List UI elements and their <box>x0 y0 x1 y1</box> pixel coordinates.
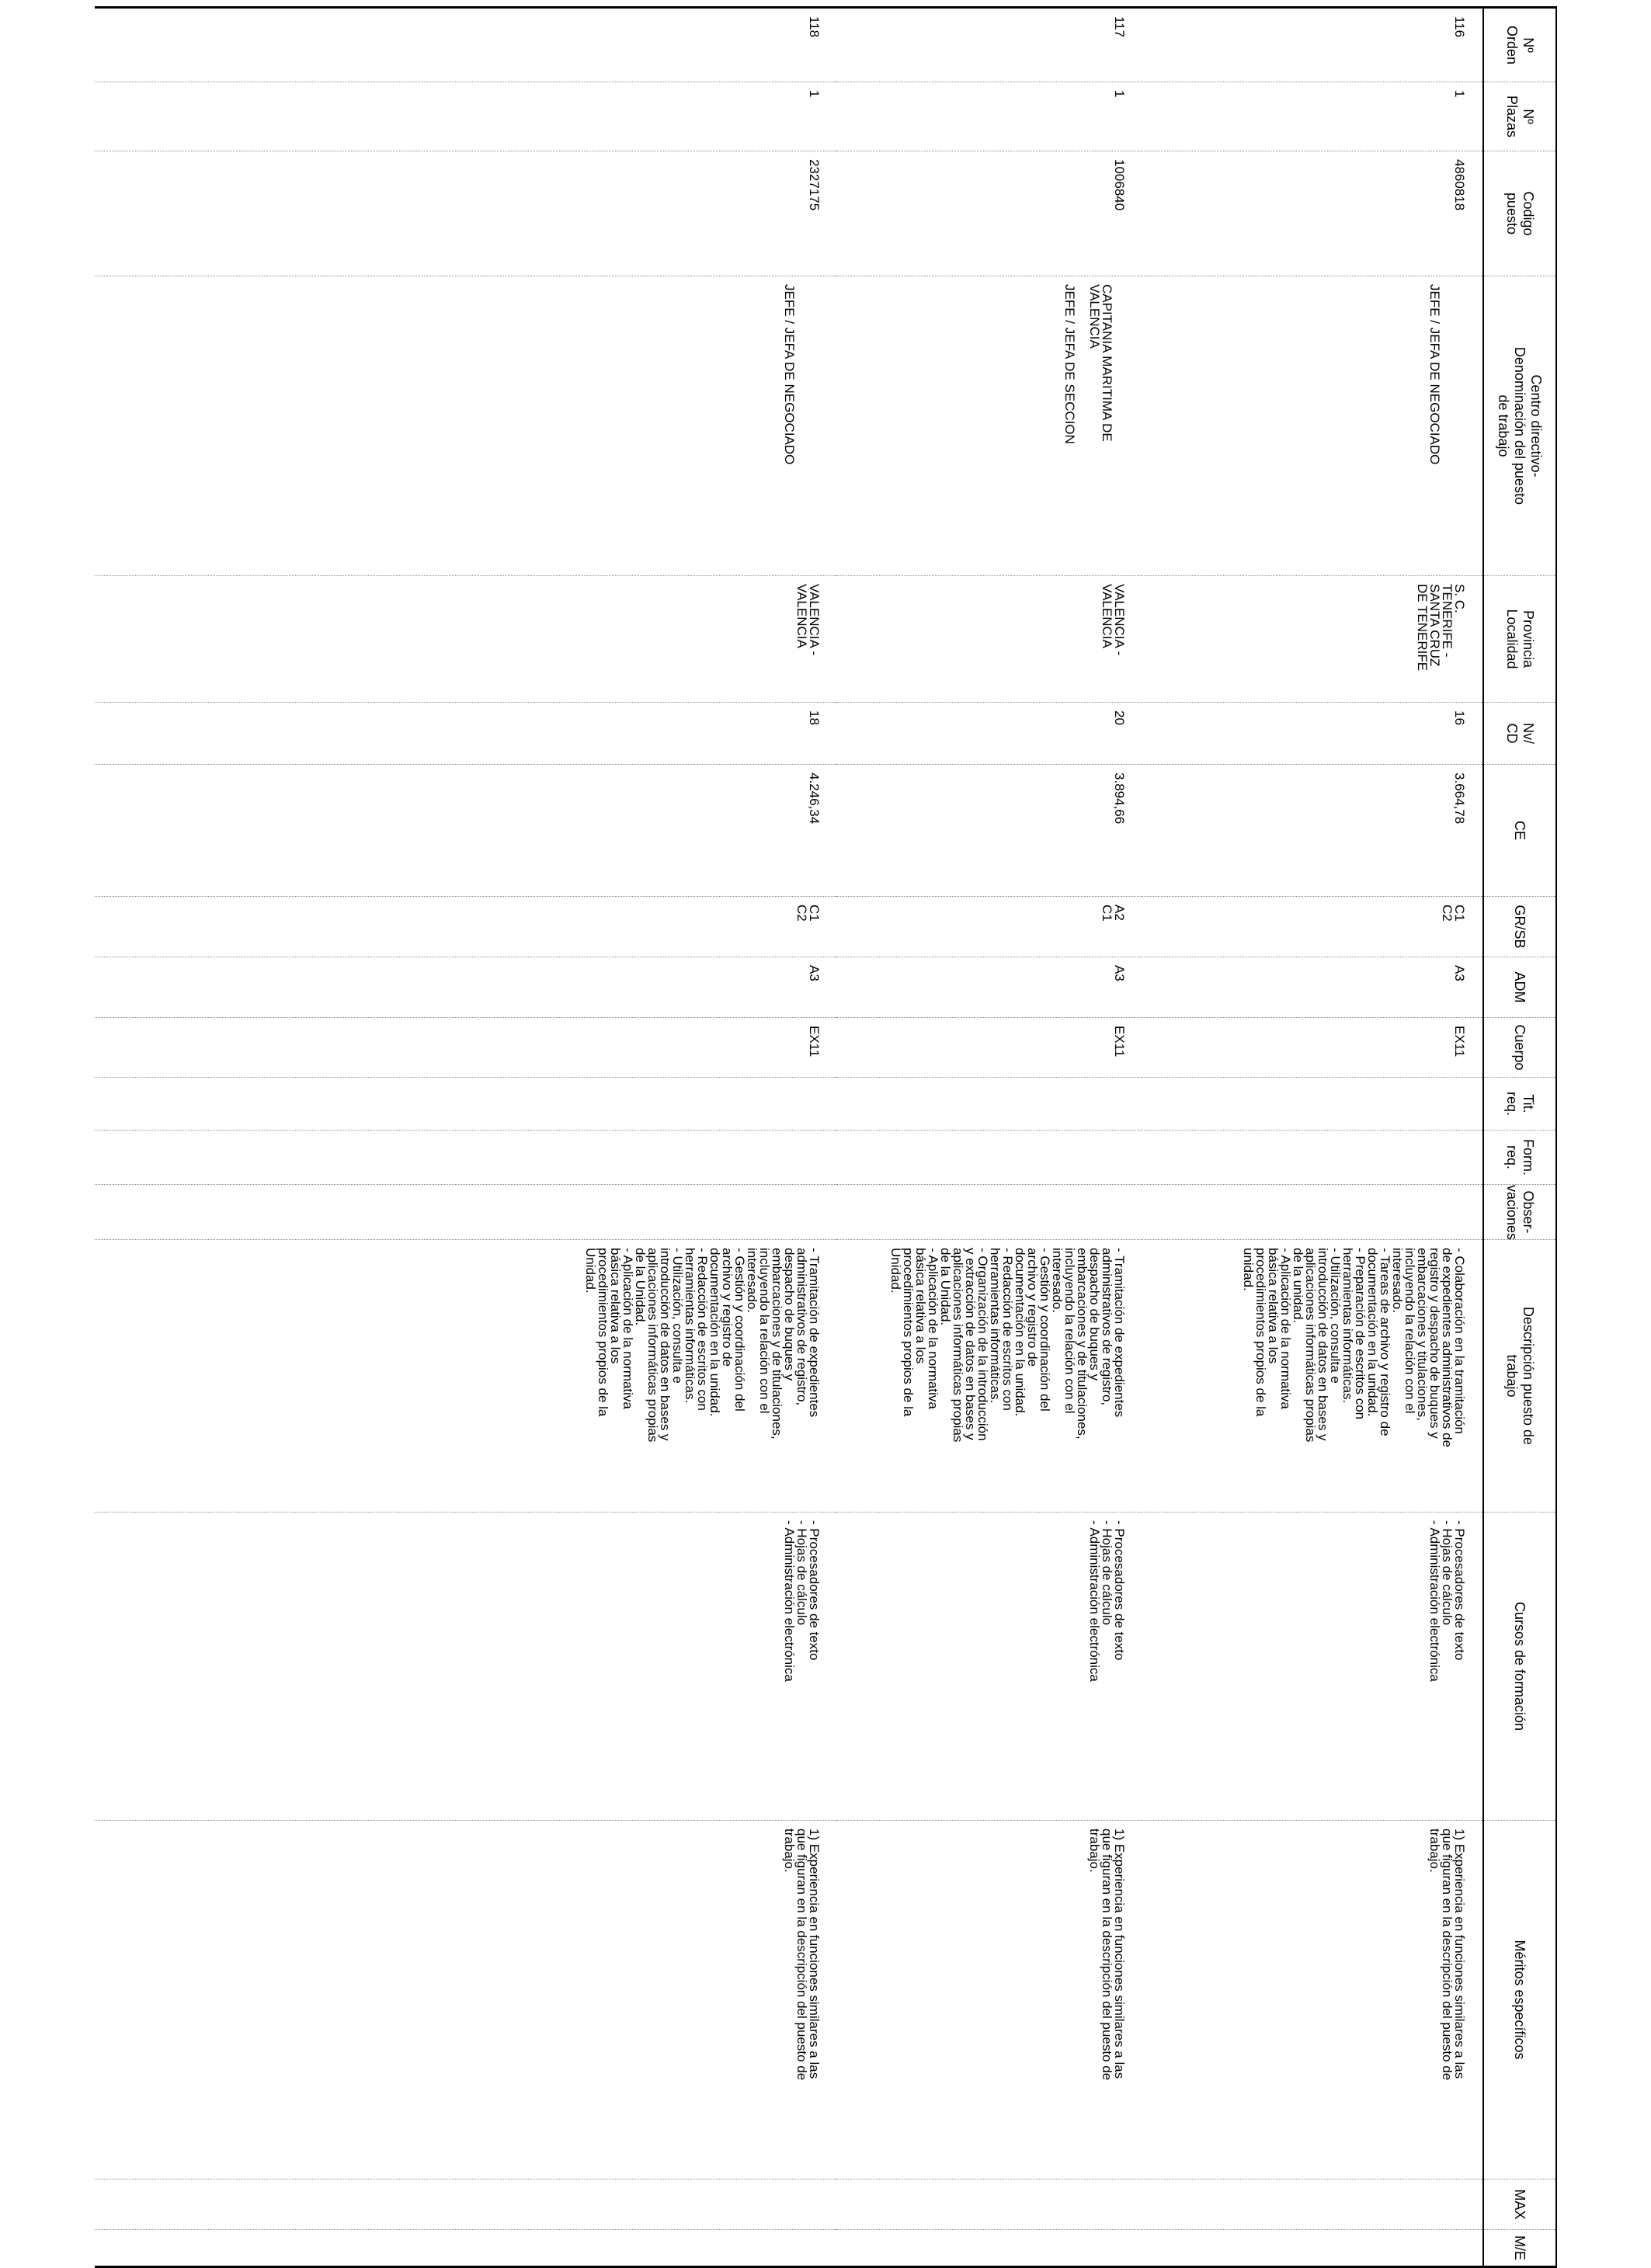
cell-nivel: 16 <box>1142 703 1483 765</box>
cell-observaciones <box>837 1185 1142 1240</box>
cell-formacion <box>1142 1131 1483 1185</box>
header-observaciones: Obser- vaciones <box>1483 1185 1556 1240</box>
header-centro: Centro directivo- Denominación del puesto de trabajo <box>1483 276 1556 576</box>
cell-cursos: - Procesadores de texto - Hojas de cálculo - Administración electrónica <box>95 1513 837 1821</box>
header-codigo: Codigo puesto <box>1483 151 1556 276</box>
cell-me <box>837 2230 1142 2267</box>
cell-titulacion <box>1142 1078 1483 1131</box>
cell-plazas: 1 <box>95 82 837 151</box>
cell-cursos: - Procesadores de texto - Hojas de cálculo - Administración electrónica <box>1142 1513 1483 1821</box>
cell-nivel: 20 <box>837 703 1142 765</box>
header-provincia: Provincia Localidad <box>1483 576 1556 703</box>
header-descripcion: Descripción puesto de trabajo <box>1483 1240 1556 1513</box>
cell-observaciones <box>95 1185 837 1240</box>
header-plazas: Nº Plazas <box>1483 82 1556 151</box>
header-me: M/E <box>1483 2230 1556 2267</box>
cell-centro <box>837 276 1142 576</box>
header-formacion: Form. req. <box>1483 1131 1556 1185</box>
cell-nivel: 18 <box>95 703 837 765</box>
cell-meritos: 1) Experiencia en funciones similares a las que figuran en la descripción del puesto de trabajo. <box>95 1821 837 2179</box>
cell-ce: 4.246,34 <box>95 765 837 897</box>
cell-meritos: 1) Experiencia en funciones similares a las que figuran en la descripción del puesto de trabajo. <box>837 1821 1142 2179</box>
cell-max <box>837 2179 1142 2230</box>
cell-adm: A3 <box>95 957 837 1018</box>
cell-grupo: C1 C2 <box>95 897 837 957</box>
cell-observaciones <box>1142 1185 1483 1240</box>
table-row <box>1142 8 1483 2267</box>
denominacion-puesto: JEFE / JEFA DE NEGOCIADO <box>782 284 797 465</box>
cell-cuerpo: EX11 <box>837 1018 1142 1078</box>
cell-codigo: 4860818 <box>1142 151 1483 276</box>
table-row <box>95 8 837 2267</box>
header-orden: Nº Orden <box>1483 8 1556 82</box>
cell-cuerpo: EX11 <box>95 1018 837 1078</box>
cell-max <box>95 2179 837 2230</box>
cell-me <box>95 2230 837 2267</box>
cell-orden: 118 <box>95 8 837 82</box>
cell-ce: 3.894,66 <box>837 765 1142 897</box>
cell-titulacion <box>95 1078 837 1131</box>
header-ce: CE <box>1483 765 1556 897</box>
header-adm: ADM <box>1483 957 1556 1018</box>
cell-descripcion: - Tramitación de expedientes administrativos de registro, despacho de buques y embarcaciones y de titulaciones, incluyendo la relación con el interesado. - Gestión y coordinación del archivo y registro de documentación en la unidad. - Redacción de escritos con herramientas informáticas. - Organización de la introducción y extracción de datos en bases y aplicaciones informáticas propias de la Unidad. - Aplicación de la normativa básica relativa a los procedimientos propios de la Unidad. <box>837 1240 1142 1513</box>
centro-directivo: CAPITANIA MARITIMA DE VALENCIA <box>1087 284 1114 442</box>
denominacion-puesto: JEFE / JEFA DE SECCION <box>1062 284 1077 444</box>
cell-descripcion: - Tramitación de expedientes administrativos de registro, despacho de buques y embarcaciones y de titulaciones, incluyendo la relación con el interesado. - Gestión y coordinación del archivo y registro de documentación en la unidad. - Redacción de escritos con herramientas informáticas. - Utilización, consulta e introducción de datos en bases y aplicaciones informáticas propias de la Unidad. - Aplicación de la normativa básica relativa a los procedimientos propios de la Unidad. <box>95 1240 837 1513</box>
rotated-page <box>76 6 1557 2260</box>
cell-provincia: VALENCIA - VALENCIA <box>95 576 837 703</box>
cell-plazas: 1 <box>1142 82 1483 151</box>
cell-adm: A3 <box>1142 957 1483 1018</box>
header-max: MAX <box>1483 2179 1556 2230</box>
cell-cuerpo: EX11 <box>1142 1018 1483 1078</box>
cell-orden: 117 <box>837 8 1142 82</box>
cell-max <box>1142 2179 1483 2230</box>
header-grupo: GR/SB <box>1483 897 1556 957</box>
header-meritos: Méritos específicos <box>1483 1821 1556 2179</box>
cell-me <box>1142 2230 1483 2267</box>
cell-provincia: S. C. TENERIFE - SANTA CRUZ DE TENERIFE <box>1142 576 1483 703</box>
cell-meritos: 1) Experiencia en funciones similares a las que figuran en la descripción del puesto de trabajo. <box>1142 1821 1483 2179</box>
cell-grupo: C1 C2 <box>1142 897 1483 957</box>
cell-plazas: 1 <box>837 82 1142 151</box>
header-row <box>1483 8 1556 2267</box>
header-cuerpo: Cuerpo <box>1483 1018 1556 1078</box>
cell-centro <box>95 276 837 576</box>
cell-adm: A3 <box>837 957 1142 1018</box>
header-nivel: Nv/ CD <box>1483 703 1556 765</box>
cell-grupo: A2 C1 <box>837 897 1142 957</box>
table-row <box>837 8 1142 2267</box>
cell-formacion <box>837 1131 1142 1185</box>
cell-titulacion <box>837 1078 1142 1131</box>
cell-codigo: 1006840 <box>837 151 1142 276</box>
cell-provincia: VALENCIA - VALENCIA <box>837 576 1142 703</box>
cell-ce: 3.664,78 <box>1142 765 1483 897</box>
cell-centro <box>1142 276 1483 576</box>
job-positions-table <box>95 6 1557 2268</box>
header-cursos: Cursos de formación <box>1483 1513 1556 1821</box>
cell-codigo: 2327175 <box>95 151 837 276</box>
denominacion-puesto: JEFE / JEFA DE NEGOCIADO <box>1427 284 1442 465</box>
cell-cursos: - Procesadores de texto - Hojas de cálculo - Administración electrónica <box>837 1513 1142 1821</box>
header-titulacion: Tit. req. <box>1483 1078 1556 1131</box>
cell-orden: 116 <box>1142 8 1483 82</box>
cell-formacion <box>95 1131 837 1185</box>
cell-descripcion: - Colaboración en la tramitación de expedientes administrativos de registro y despacho de buques y embarcaciones y titulaciones, incluyendo la relación con el interesado. - Tareas de archivo y registro de documentación en la unidad. - Preparación de escritos con herramientas informáticas. - Utilización, consulta e introducción de datos en bases y aplicaciones informáticas propias de la unidad. - Aplicación de la normativa básica relativa a los procedimientos propios de la unidad. <box>1142 1240 1483 1513</box>
